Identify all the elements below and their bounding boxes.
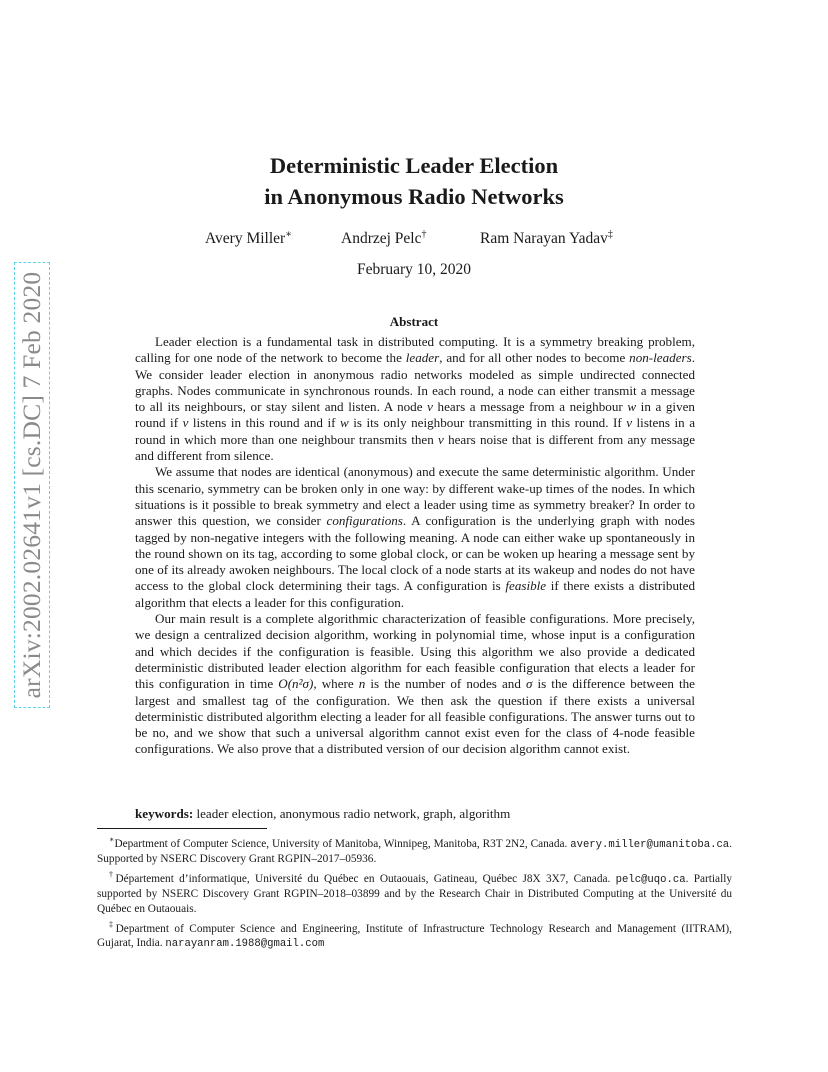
title-line-2: in Anonymous Radio Networks bbox=[264, 184, 564, 209]
email-miller[interactable]: avery.miller@umanitoba.ca bbox=[570, 838, 730, 851]
author-yadav: Ram Narayan Yadav‡ bbox=[480, 229, 613, 248]
abstract-paragraph-1: Leader election is a fundamental task in distributed computing. It is a symmetry breaking problem, calling for one node of the network to become the leader, and for all other nodes to become non-leaders. We consider leader election in anonymous radio networks modeled as simple undirected connected graphs. Nodes communicate in synchronous rounds. In each round, a node can either transmit a message to all its neighbours, or stay silent and listen. A node v hears a message from a neighbour w in a given round if v listens in this round and if w is its only neighbour transmitting in this round. If v listens in a round in which more than one neighbour transmits then v hears noise that is different from any message and different from silence. bbox=[135, 334, 696, 464]
footnote-pelc: †Département d’informatique, Université du Québec en Outaouais, Gatineau, Québec J8X 3X7, Canada. pelc@uqo.ca. Partially supported by NSERC Discovery Grant RGPIN–2018–03899 and by the Research Chair in Distributed Computing at the Université du Québec en Outaouais. bbox=[97, 869, 732, 915]
abstract-heading: Abstract bbox=[389, 314, 439, 329]
author-list bbox=[0, 229, 828, 249]
abstract-paragraph-2: We assume that nodes are identical (anonymous) and execute the same deterministic algorithm. Under this scenario, symmetry can be broken only in one way: by different wake-up times of the nodes. In which situations is it possible to break symmetry and elect a leader using time as symmetry breaker? In order to answer this question, we consider configurations. A configuration is the underlying graph with nodes tagged by non-negative integers with the following meaning. A node can either wake up spontaneously in the round shown on its tag, according to some global clock, or can be woken up hearing a message sent by one of its already awoken neighbours. The local clock of a node starts at its wakeup and nodes do not have access to the global clock determining their tags. A configuration is feasible if there exists a distributed algorithm that elects a leader for this configuration. bbox=[135, 464, 696, 610]
footnote-miller: ∗Department of Computer Science, University of Manitoba, Winnipeg, Manitoba, R3T 2N2, Canada. avery.miller@umanitoba.ca. Supported by NSERC Discovery Grant RGPIN–2017–05936. bbox=[97, 835, 732, 866]
email-pelc[interactable]: pelc@uqo.ca bbox=[615, 873, 686, 886]
arxiv-id: arXiv:2002.02641v1 [cs.DC] 7 Feb 2020 bbox=[17, 271, 46, 699]
paper-date: February 10, 2020 bbox=[356, 261, 472, 278]
author-pelc: Andrzej Pelc† bbox=[341, 229, 427, 248]
paper-title bbox=[0, 150, 828, 212]
email-yadav[interactable]: narayanram.1988@gmail.com bbox=[165, 937, 325, 950]
title-line-1: Deterministic Leader Election bbox=[269, 153, 559, 178]
abstract-body bbox=[135, 334, 695, 758]
footnotes bbox=[97, 833, 732, 952]
footnote-yadav: ‡Department of Computer Science and Engineering, Institute of Infrastructure Technology Research and Management (IITRAM), Gujarat, India. narayanram.1988@gmail.com bbox=[97, 919, 733, 950]
abstract-paragraph-3: Our main result is a complete algorithmic characterization of feasible configurations. More precisely, we design a centralized decision algorithm, working in polynomial time, whose input is a configuration and which decides if the configuration is feasible. Using this algorithm we also provide a dedicated deterministic distributed leader election algorithm for each feasible configuration that elects a leader for this configuration in time O(n²σ), where n is the number of nodes and σ is the difference between the largest and smallest tag of the configuration. We then ask the question if there exists a universal deterministic distributed algorithm electing a leader for all feasible configurations. The answer turns out to be no, and we show that such a universal algorithm cannot exist even for the class of 4-node feasible configurations. We also prove that a distributed version of our decision algorithm cannot exist. bbox=[135, 611, 695, 757]
footnote-divider bbox=[97, 828, 267, 829]
keywords-label: keywords: bbox=[135, 806, 194, 821]
author-miller: Avery Miller∗ bbox=[205, 229, 292, 248]
keywords-text: leader election, anonymous radio network, graph, algorithm bbox=[196, 806, 511, 821]
keywords-line bbox=[135, 806, 510, 822]
